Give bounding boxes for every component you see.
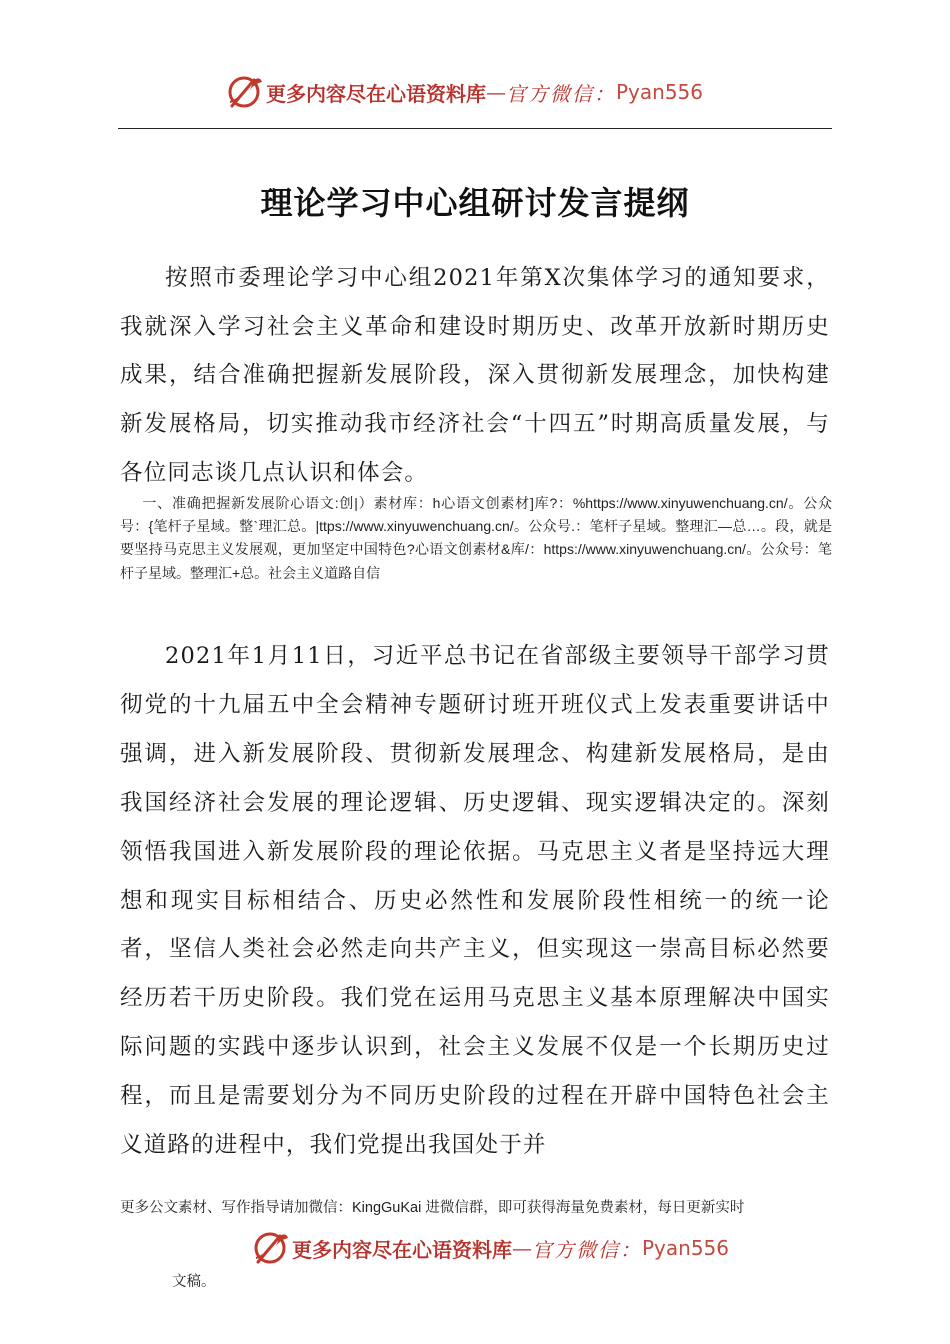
footer-note-tail: 文稿。 [172,1274,216,1290]
body-paragraph: 2021年1月11日，习近平总书记在省部级主要领导干部学习贯彻党的十九届五中全会精神专题研讨班开班仪式上发表重要讲话中强调，进入新发展阶段、贯彻新发展理念、构建新发展格局，是由我国经济社会发展的理论逻辑、历史逻辑、现实逻辑决定的。深刻领悟我国进入新发展阶段的理论依据。马克思主义者是坚持远大理想和现实目标相结合、历史必然性和发展阶段性相统一的统一论者，坚信人类社会必然走向共产主义，但实现这一崇高目标必然要经历若干历史阶段。我们党在运用马克思主义基本原理解决中国实际问题的实践中逐步认识到，社会主义发展不仅是一个长期历史过程，而且是需要划分为不同历史阶段的过程在开辟中国特色社会主义道路的进程中，我们党提出我国处于并 [120,643,830,1159]
section-heading-small-text: 一、准确把握新发展阶心语文:创|）素材库：h心语文创素材]库?：%https://www.xinyuwenchuang.cn/。公众号：{笔杆子星域。整`理汇总。|ttps://www.xinyuwenchuang.cn/。公众号.：笔杆子星域。整理汇—总…。段，就是要坚持马克思主义发展观，更加坚定中国特色?心语文创素材&库/：https://www.xinyuwenchuang.cn/。公众号：笔杆子星域。整理汇+总。社会主义道路自信 [120,495,832,581]
watermark-main-text: 更多内容尽在心语资料库 [266,81,486,106]
watermark-official-label: 官方微信： [532,1237,642,1262]
watermark-dash: — [512,1236,532,1260]
intro-paragraph: 按照市委理论学习中心组2021年第X次集体学习的通知要求，我就深入学习社会主义革命和建设时期历史、改革开放新时期历史成果，结合准确把握新发展阶段，深入贯彻新发展理念，加快构建新发展格局，切实推动我市经济社会“十四五”时期高质量发展，与各位同志谈几点认识和体会。 [120,265,830,486]
watermark-wechat-id: Pyan556 [616,80,704,104]
watermark-dash: — [486,80,506,104]
quill-logo-icon [250,1228,290,1268]
watermark-wechat-id: Pyan556 [642,1236,730,1260]
quill-logo-icon [224,72,264,112]
watermark-official-label: 官方微信： [506,81,616,106]
header-watermark [224,72,703,112]
header-divider [118,128,832,129]
watermark-main-text: 更多内容尽在心语资料库 [292,1237,512,1262]
footer-watermark [250,1228,729,1268]
document-title: 理论学习中心组研讨发言提纲 [260,184,690,222]
footer-note: 更多公文素材、写作指导请加微信：KingGuKai 进微信群，即可获得海量免费素材，每日更新实时 [120,1200,745,1216]
